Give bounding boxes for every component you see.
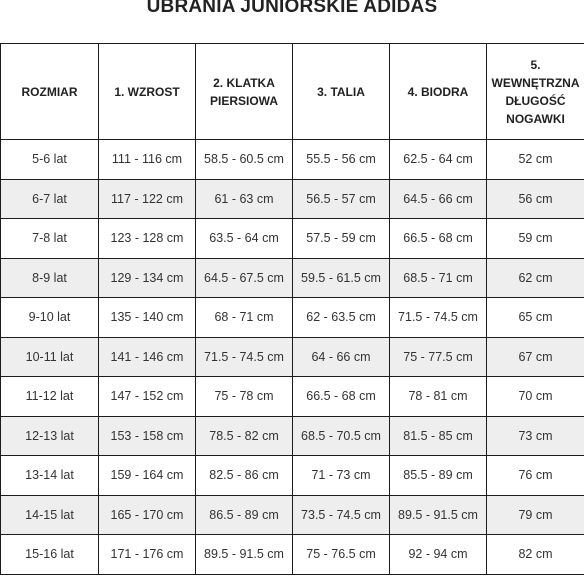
inseam-cell: 52 cm (487, 140, 584, 180)
chest-cell: 63.5 - 64 cm (196, 219, 293, 259)
column-header-chest: 2. KLATKA PIERSIOWA (196, 44, 293, 140)
hips-cell: 66.5 - 68 cm (390, 219, 487, 259)
inseam-cell: 59 cm (487, 219, 584, 259)
waist-cell: 55.5 - 56 cm (293, 140, 390, 180)
column-header-waist: 3. TALIA (293, 44, 390, 140)
inseam-cell: 76 cm (487, 456, 584, 496)
hips-cell: 75 - 77.5 cm (390, 337, 487, 377)
chest-cell: 86.5 - 89 cm (196, 495, 293, 535)
size-cell: 12-13 lat (1, 416, 99, 456)
size-cell: 9-10 lat (1, 298, 99, 338)
chest-cell: 71.5 - 74.5 cm (196, 337, 293, 377)
height-cell: 129 - 134 cm (99, 258, 196, 298)
inseam-cell: 56 cm (487, 179, 584, 219)
table-body (1, 140, 584, 575)
hips-cell: 78 - 81 cm (390, 377, 487, 417)
size-cell: 5-6 lat (1, 140, 99, 180)
column-header-hips: 4. BIODRA (390, 44, 487, 140)
hips-cell: 64.5 - 66 cm (390, 179, 487, 219)
size-chart-table (0, 43, 584, 575)
waist-cell: 56.5 - 57 cm (293, 179, 390, 219)
size-cell: 7-8 lat (1, 219, 99, 259)
chest-cell: 75 - 78 cm (196, 377, 293, 417)
height-cell: 141 - 146 cm (99, 337, 196, 377)
inseam-cell: 67 cm (487, 337, 584, 377)
height-cell: 117 - 122 cm (99, 179, 196, 219)
table-row (1, 140, 584, 180)
table-row (1, 219, 584, 259)
table-row (1, 535, 584, 575)
hips-cell: 85.5 - 89 cm (390, 456, 487, 496)
chest-cell: 61 - 63 cm (196, 179, 293, 219)
size-cell: 11-12 lat (1, 377, 99, 417)
chest-cell: 58.5 - 60.5 cm (196, 140, 293, 180)
table-row (1, 298, 584, 338)
table-row (1, 456, 584, 496)
table-header-row (1, 44, 584, 140)
chest-cell: 82.5 - 86 cm (196, 456, 293, 496)
chest-cell: 68 - 71 cm (196, 298, 293, 338)
inseam-cell: 65 cm (487, 298, 584, 338)
hips-cell: 92 - 94 cm (390, 535, 487, 575)
size-cell: 14-15 lat (1, 495, 99, 535)
height-cell: 171 - 176 cm (99, 535, 196, 575)
waist-cell: 68.5 - 70.5 cm (293, 416, 390, 456)
inseam-cell: 79 cm (487, 495, 584, 535)
hips-cell: 81.5 - 85 cm (390, 416, 487, 456)
inseam-cell: 73 cm (487, 416, 584, 456)
hips-cell: 71.5 - 74.5 cm (390, 298, 487, 338)
chest-cell: 89.5 - 91.5 cm (196, 535, 293, 575)
size-cell: 6-7 lat (1, 179, 99, 219)
table-row (1, 337, 584, 377)
chest-cell: 64.5 - 67.5 cm (196, 258, 293, 298)
waist-cell: 62 - 63.5 cm (293, 298, 390, 338)
size-cell: 10-11 lat (1, 337, 99, 377)
inseam-cell: 62 cm (487, 258, 584, 298)
waist-cell: 73.5 - 74.5 cm (293, 495, 390, 535)
height-cell: 159 - 164 cm (99, 456, 196, 496)
table-row (1, 179, 584, 219)
waist-cell: 57.5 - 59 cm (293, 219, 390, 259)
waist-cell: 75 - 76.5 cm (293, 535, 390, 575)
waist-cell: 59.5 - 61.5 cm (293, 258, 390, 298)
waist-cell: 64 - 66 cm (293, 337, 390, 377)
waist-cell: 66.5 - 68 cm (293, 377, 390, 417)
table-row (1, 416, 584, 456)
height-cell: 111 - 116 cm (99, 140, 196, 180)
page-title: UBRANIA JUNIORSKIE ADIDAS (146, 0, 438, 17)
table-row (1, 495, 584, 535)
height-cell: 147 - 152 cm (99, 377, 196, 417)
size-cell: 15-16 lat (1, 535, 99, 575)
hips-cell: 68.5 - 71 cm (390, 258, 487, 298)
height-cell: 153 - 158 cm (99, 416, 196, 456)
column-header-inseam: 5. WEWNĘTRZNA DŁUGOŚĆ NOGAWKI (487, 44, 584, 140)
height-cell: 123 - 128 cm (99, 219, 196, 259)
column-header-height: 1. WZROST (99, 44, 196, 140)
hips-cell: 89.5 - 91.5 cm (390, 495, 487, 535)
hips-cell: 62.5 - 64 cm (390, 140, 487, 180)
table-row (1, 258, 584, 298)
height-cell: 165 - 170 cm (99, 495, 196, 535)
inseam-cell: 82 cm (487, 535, 584, 575)
inseam-cell: 70 cm (487, 377, 584, 417)
size-cell: 8-9 lat (1, 258, 99, 298)
column-header-size: ROZMIAR (1, 44, 99, 140)
chest-cell: 78.5 - 82 cm (196, 416, 293, 456)
height-cell: 135 - 140 cm (99, 298, 196, 338)
waist-cell: 71 - 73 cm (293, 456, 390, 496)
table-row (1, 377, 584, 417)
size-cell: 13-14 lat (1, 456, 99, 496)
